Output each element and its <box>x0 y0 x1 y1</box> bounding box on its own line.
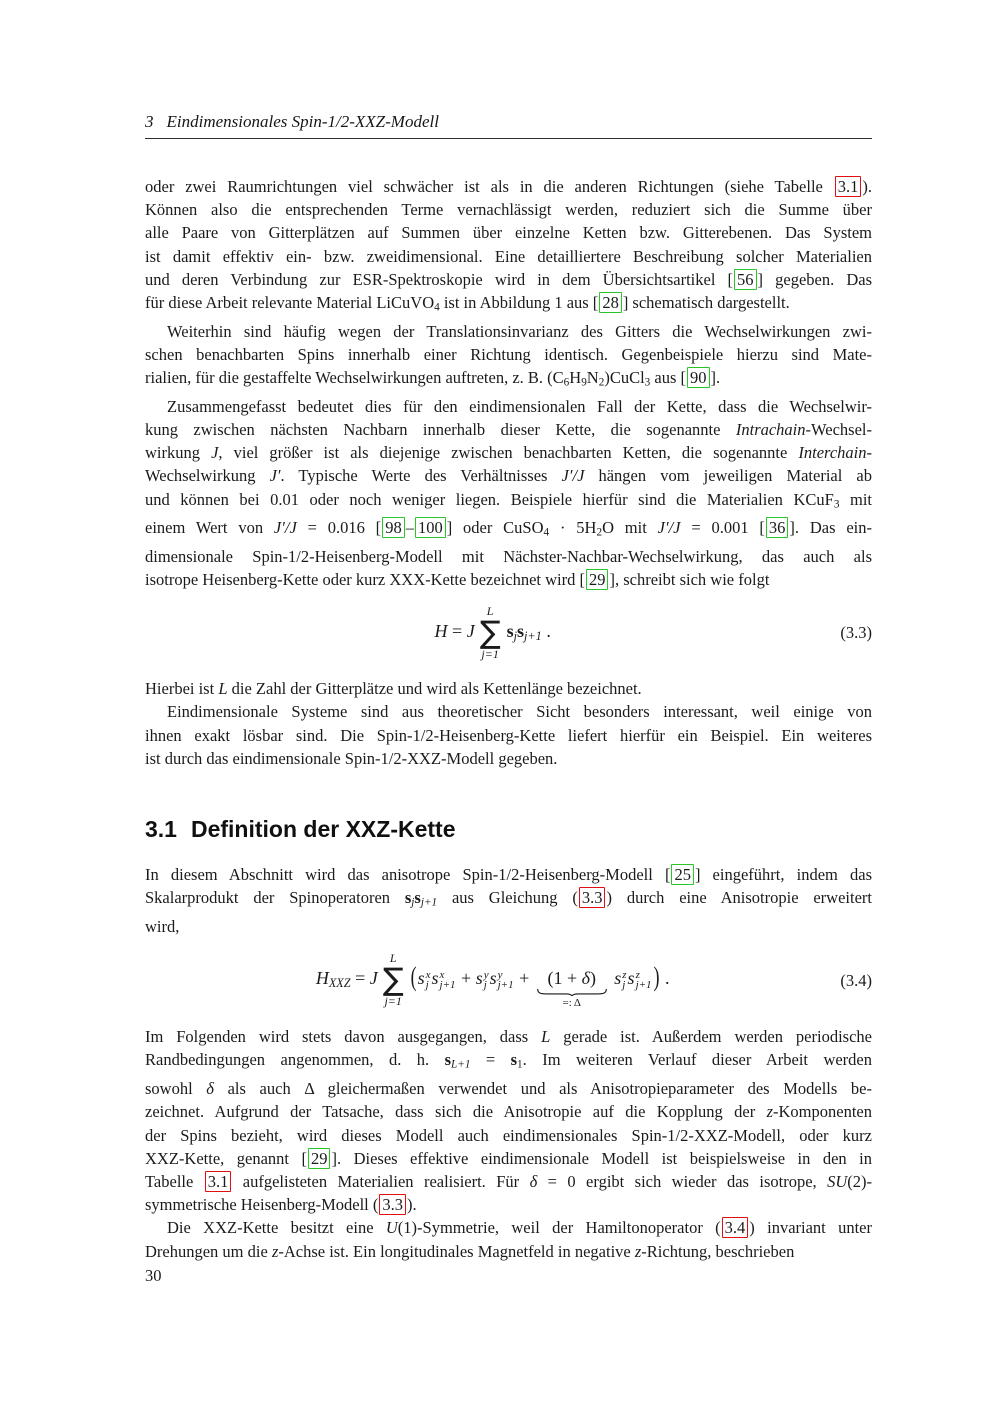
page-number: 30 <box>145 1266 162 1285</box>
text-segment: 6 <box>563 376 570 389</box>
text-line <box>145 886 872 915</box>
text-line <box>145 366 872 395</box>
text-line <box>145 291 872 320</box>
citation-link[interactable]: 90 <box>687 367 710 388</box>
citation-link[interactable]: 98 <box>382 517 405 538</box>
text-segment: . Typische Werte des Verhältnisses <box>280 466 562 486</box>
text-segment: ] gegeben. Das <box>757 269 872 289</box>
operator-base: s <box>431 968 439 989</box>
text-segment: = <box>350 968 370 989</box>
text-segment: Im Folgenden wird stets davon ausgegangen, dass <box>145 1027 542 1047</box>
text-segment: -Achse ist. Ein longitudinales Magnetfeld in negative <box>278 1241 635 1261</box>
text-segment: gerade ist. Außerdem werden periodische <box>550 1027 872 1047</box>
equation-display <box>145 952 872 1009</box>
text-segment: rialien, für die gestaffelte Wechselwirkungen auftreten, z. B. (C <box>145 368 564 388</box>
text-segment: ] oder CuSO <box>446 518 544 538</box>
text-line <box>145 1048 872 1077</box>
text-line <box>145 863 872 886</box>
text-line <box>145 1124 872 1147</box>
text-line <box>145 221 872 244</box>
text-segment: Randbedingungen angenommen, d. h. <box>145 1050 445 1070</box>
sum-sigma: ∑ <box>479 615 501 652</box>
text-segment: der Spins bezieht, wird dieses Modell auch eindimensionales Spin-1/2-XXZ-Modell, oder kurz <box>145 1125 872 1145</box>
text-line <box>145 568 872 591</box>
citation-link[interactable]: 25 <box>671 864 694 885</box>
text-segment: wirkung <box>145 443 212 463</box>
text-segment: SU <box>827 1171 848 1191</box>
operator-base: s <box>475 968 483 989</box>
text-segment: J′/J <box>273 518 297 538</box>
section-heading <box>145 814 872 844</box>
text-segment: ) durch eine Anisotropie erweitert <box>606 888 872 908</box>
text-line <box>145 545 872 568</box>
text-line <box>145 198 872 221</box>
text-segment: Wechselwirkung <box>145 466 270 486</box>
text-segment: J <box>211 443 219 463</box>
text-segment: ist in Abbildung 1 aus [ <box>439 293 599 313</box>
text-segment: J′/J <box>561 466 585 486</box>
text-segment: (1 + <box>547 968 582 989</box>
text-segment: ]. Dieses effektive eindimensionale Modell ist beispielsweise in den in <box>331 1148 872 1168</box>
sum-symbol <box>383 952 404 1008</box>
text-segment: ] schematisch dargestellt. <box>622 293 790 313</box>
text-segment: zeichnet. Aufgrund der Tatsache, dass sich die Anisotropie auf die Kopplung der <box>145 1102 767 1122</box>
text-line <box>145 1100 872 1123</box>
spin-operator <box>627 968 653 992</box>
text-segment: ist damit effektiv ein- bzw. zweidimensional. Eine detailliertere Beschreibung solcher Materialien <box>145 246 872 266</box>
text-line <box>145 395 872 418</box>
text-segment: (1)-Symmetrie, weil der Hamiltonoperator ( <box>397 1218 721 1238</box>
big-parenthesis: ( <box>410 961 417 993</box>
text-segment: ], schreibt sich wie folgt <box>609 570 770 590</box>
text-segment: wird, <box>145 916 180 936</box>
text-segment: Die XXZ-Kette besitzt eine <box>167 1218 386 1238</box>
text-segment: 3 <box>833 498 840 510</box>
underbrace-label: =: Δ <box>562 997 581 1010</box>
text-segment: Interchain <box>798 443 867 463</box>
text-segment: L <box>541 1027 551 1047</box>
text-line <box>145 700 872 723</box>
text-segment: δ <box>206 1079 214 1099</box>
text-segment: ist durch das eindimensionale Spin-1/2-XXZ-Modell gegeben. <box>145 748 558 768</box>
text-segment: Drehungen um die <box>145 1241 272 1261</box>
text-segment: J <box>369 968 378 989</box>
spin-operator <box>431 968 457 992</box>
running-header <box>145 112 872 139</box>
text-segment: 2 <box>598 376 605 389</box>
chapter-title: Eindimensionales Spin-1/2-XXZ-Modell <box>166 112 439 131</box>
operator-scripts: x j <box>425 969 431 992</box>
text-line <box>145 724 872 747</box>
paragraph <box>145 677 872 700</box>
text-segment: J′/J <box>657 518 681 538</box>
text-segment: dimensionale Spin-1/2-Heisenberg-Modell mit Nächster-Nachbar-Wechselwirkung, das auch als <box>145 546 872 566</box>
text-line <box>145 1216 872 1239</box>
text-segment: Weiterhin sind häufig wegen der Translationsinvarianz des Gitters die Wechselwirkungen zwi- <box>167 321 872 341</box>
spin-operator <box>614 968 627 992</box>
citation-link[interactable]: 56 <box>734 269 757 290</box>
text-segment: . <box>541 621 551 642</box>
text-segment: aus [ <box>650 368 687 388</box>
cross-reference-link[interactable]: 3.1 <box>205 1171 232 1192</box>
operator-scripts: z j+1 <box>635 969 652 992</box>
text-line <box>145 175 872 198</box>
text-line <box>145 488 872 517</box>
equation-formula <box>145 605 840 661</box>
sum-top: L <box>389 951 397 966</box>
text-line <box>145 1147 872 1170</box>
spin-operator <box>475 968 490 992</box>
text-segment: J′ <box>269 466 281 486</box>
text-segment: und deren Verbindung zur ESR-Spektroskopie wird in dem Übersichtsartikel [ <box>145 269 734 289</box>
text-segment: XXZ-Kette, genannt [ <box>145 1148 307 1168</box>
text-segment: In diesem Abschnitt wird das anisotrope Spin-1/2-Heisenberg-Modell [ <box>145 865 671 885</box>
text-segment: + <box>456 968 476 989</box>
text-segment: L <box>218 679 228 699</box>
text-segment: L+1 <box>451 1058 471 1071</box>
text-segment: j <box>513 629 518 644</box>
text-segment: = 0.016 [ <box>296 518 382 538</box>
text-segment: . <box>660 968 670 989</box>
text-segment: Tabelle <box>145 1171 204 1191</box>
text-segment: U <box>385 1218 398 1238</box>
equation-number: (3.3) <box>840 623 872 643</box>
underbrace-group <box>537 968 607 1009</box>
sum-bot: j=1 <box>481 647 499 662</box>
text-segment: z <box>271 1241 279 1261</box>
spin-operator <box>417 968 432 992</box>
text-segment: s <box>510 1050 518 1070</box>
text-segment: -Komponenten <box>773 1102 872 1122</box>
operator-base: s <box>417 968 425 989</box>
cross-reference-link[interactable]: 3.1 <box>835 176 862 197</box>
text-segment: j <box>411 896 415 909</box>
equation-display <box>145 605 872 661</box>
text-segment: s <box>444 1050 452 1070</box>
text-segment: oder zwei Raumrichtungen viel schwächer ist als in die anderen Richtungen (siehe Tabelle <box>145 177 834 196</box>
text-line <box>145 464 872 487</box>
text-segment: 2 <box>596 526 603 539</box>
text-segment: – <box>405 518 414 538</box>
text-line <box>145 1025 872 1048</box>
text-segment: für diese Arbeit relevante Material LiCuVO <box>145 293 435 313</box>
sum-symbol <box>480 605 501 661</box>
paragraph <box>145 1025 872 1216</box>
citation-link[interactable]: 36 <box>766 517 789 538</box>
text-line <box>145 915 872 938</box>
text-segment: 4 <box>543 526 550 539</box>
text-segment: als auch Δ gleichermaßen verwendet und als Anisotropieparameter des Modells be- <box>213 1079 872 1099</box>
sum-bot: j=1 <box>384 994 402 1009</box>
text-segment: Können also die entsprechenden Terme vernachlässigt werden, reduziert sich die Summe über <box>145 200 872 220</box>
text-line <box>145 268 872 291</box>
citation-link[interactable]: 28 <box>599 292 622 313</box>
text-segment: + <box>514 968 534 989</box>
text-segment: O mit <box>602 518 658 538</box>
cross-reference-link[interactable]: 3.3 <box>579 887 606 908</box>
text-segment: (2)- <box>847 1171 872 1191</box>
text-line <box>145 516 872 545</box>
text-segment: H <box>434 621 448 642</box>
operator-scripts: y j <box>483 969 489 992</box>
text-segment: · 5H <box>549 518 597 538</box>
paragraph <box>145 320 872 395</box>
chapter-number: 3 <box>145 112 154 131</box>
text-line <box>145 1240 872 1263</box>
text-segment: sowohl <box>145 1079 207 1099</box>
text-segment: alle Paare von Gitterplätzen auf Summen über einzelne Ketten bzw. Gitterebenen. Das System <box>145 223 872 243</box>
paragraph <box>145 175 872 320</box>
text-segment: , viel größer ist als diejenige zwischen benachbarten Ketten, die sogenannte <box>218 443 799 463</box>
text-segment: -Richtung, beschrieben <box>641 1241 795 1261</box>
text-line <box>145 441 872 464</box>
text-segment: ). <box>862 177 872 196</box>
text-segment: H <box>569 368 582 388</box>
text-segment: ) <box>590 968 597 989</box>
text-segment: ] eingeführt, indem das <box>694 865 872 885</box>
operator-scripts: y j+1 <box>497 969 514 992</box>
paragraph <box>145 700 872 770</box>
text-segment: und können bei 0.01 oder noch weniger liegen. Beispiele hierfür sind die Materialien KCuF <box>145 489 834 509</box>
text-segment: z <box>634 1241 642 1261</box>
operator-base: s <box>627 968 635 989</box>
citation-link[interactable]: 100 <box>415 517 446 538</box>
text-segment: Skalarprodukt der Spinoperatoren <box>145 888 405 908</box>
text-segment: = 0.001 [ <box>680 518 765 538</box>
text-segment: 4 <box>434 301 440 314</box>
text-segment: = 0 ergibt sich wieder das isotrope, <box>537 1171 828 1191</box>
text-segment: = <box>470 1050 511 1070</box>
text-segment: - <box>866 443 872 463</box>
sum-sigma: ∑ <box>382 962 404 999</box>
text-segment: ]. <box>710 368 721 388</box>
operator-base: s <box>489 968 497 989</box>
text-segment: symmetrische Heisenberg-Modell ( <box>145 1195 379 1215</box>
text-segment: H <box>315 968 329 989</box>
operator-base: s <box>614 968 622 989</box>
underbrace-content <box>537 968 607 988</box>
text-line <box>145 1170 872 1193</box>
text-segment: Hierbei ist <box>145 679 219 699</box>
text-flow <box>145 175 872 1263</box>
text-line <box>145 747 872 770</box>
page-body <box>145 112 872 1263</box>
text-segment: XXZ <box>328 975 351 990</box>
paragraph <box>145 1216 872 1262</box>
text-segment: ) invariant unter <box>749 1218 872 1238</box>
paragraph <box>145 395 872 592</box>
equation-formula <box>145 952 840 1009</box>
text-segment: Eindimensionale Systeme sind aus theoretischer Sicht besonders interessant, weil einige von <box>167 702 872 722</box>
text-segment: Intrachain <box>735 419 806 439</box>
text-line <box>145 343 872 366</box>
spin-operator <box>489 968 515 992</box>
section-number: 3.1 <box>145 816 177 843</box>
text-segment: kung zwischen nächsten Nachbarn innerhalb dieser Kette, die sogenannte <box>145 419 736 439</box>
text-segment: isotrope Heisenberg-Kette oder kurz XXX-Kette bezeichnet wird [ <box>145 570 585 590</box>
text-segment: s <box>404 888 412 908</box>
text-segment: δ <box>529 1171 538 1191</box>
text-segment: -Wechsel- <box>805 419 872 439</box>
text-segment: die Zahl der Gitterplätze und wird als Kettenlänge bezeichnet. <box>227 679 642 699</box>
big-parenthesis: ) <box>653 961 660 993</box>
text-segment: schen benachbarten Spins innerhalb einer Richtung identisch. Gegenbeispiele hierzu sind Mate- <box>145 344 872 364</box>
paragraph <box>145 863 872 938</box>
text-segment: j+1 <box>420 896 438 909</box>
operator-scripts: z j <box>622 969 627 992</box>
text-segment: hängen vom jeweiligen Material ab <box>584 466 872 486</box>
text-segment: J <box>466 621 475 642</box>
text-segment: 9 <box>581 376 587 389</box>
text-line <box>145 245 872 268</box>
text-segment: ]. Das ein- <box>789 518 872 538</box>
text-segment: mit <box>839 489 872 509</box>
underbrace-icon <box>537 989 607 996</box>
text-segment: Zusammengefasst bedeutet dies für den eindimensionalen Fall der Kette, dass die Wechselwir- <box>167 396 872 416</box>
text-line <box>145 677 872 700</box>
equation-number: (3.4) <box>840 970 872 990</box>
text-segment: = <box>447 621 467 642</box>
cross-reference-link[interactable]: 3.4 <box>722 1217 749 1238</box>
text-line <box>145 1193 872 1216</box>
text-segment: 3 <box>644 376 651 389</box>
text-segment: ihnen exakt lösbar sind. Die Spin-1/2-Heisenberg-Kette liefert hierfür ein Beispiel. Ein weiteres <box>145 725 872 745</box>
text-line <box>145 320 872 343</box>
sum-top: L <box>486 604 494 619</box>
text-line <box>145 1077 872 1100</box>
citation-link[interactable]: 29 <box>308 1148 331 1169</box>
text-segment: j+1 <box>524 629 542 644</box>
text-segment: s <box>517 621 525 642</box>
text-segment: aus Gleichung ( <box>437 888 578 908</box>
section-title: Definition der XXZ-Kette <box>190 816 456 843</box>
text-segment: aufgelisteten Materialien realisiert. Für <box>232 1171 530 1191</box>
text-segment: s <box>414 888 421 908</box>
text-segment: δ <box>581 968 591 989</box>
text-segment: z <box>766 1102 774 1122</box>
text-segment: . Im weiteren Verlauf dieser Arbeit werden <box>522 1050 872 1070</box>
operator-scripts: x j+1 <box>439 969 456 992</box>
cross-reference-link[interactable]: 3.3 <box>379 1194 406 1215</box>
text-segment: )CuCl <box>604 368 645 388</box>
text-segment: s <box>506 621 514 642</box>
text-segment: 1 <box>517 1058 523 1071</box>
citation-link[interactable]: 29 <box>586 569 609 590</box>
text-segment: ). <box>407 1195 417 1215</box>
text-segment: N <box>586 368 599 388</box>
text-line <box>145 418 872 441</box>
text-segment: einem Wert von <box>145 518 274 538</box>
